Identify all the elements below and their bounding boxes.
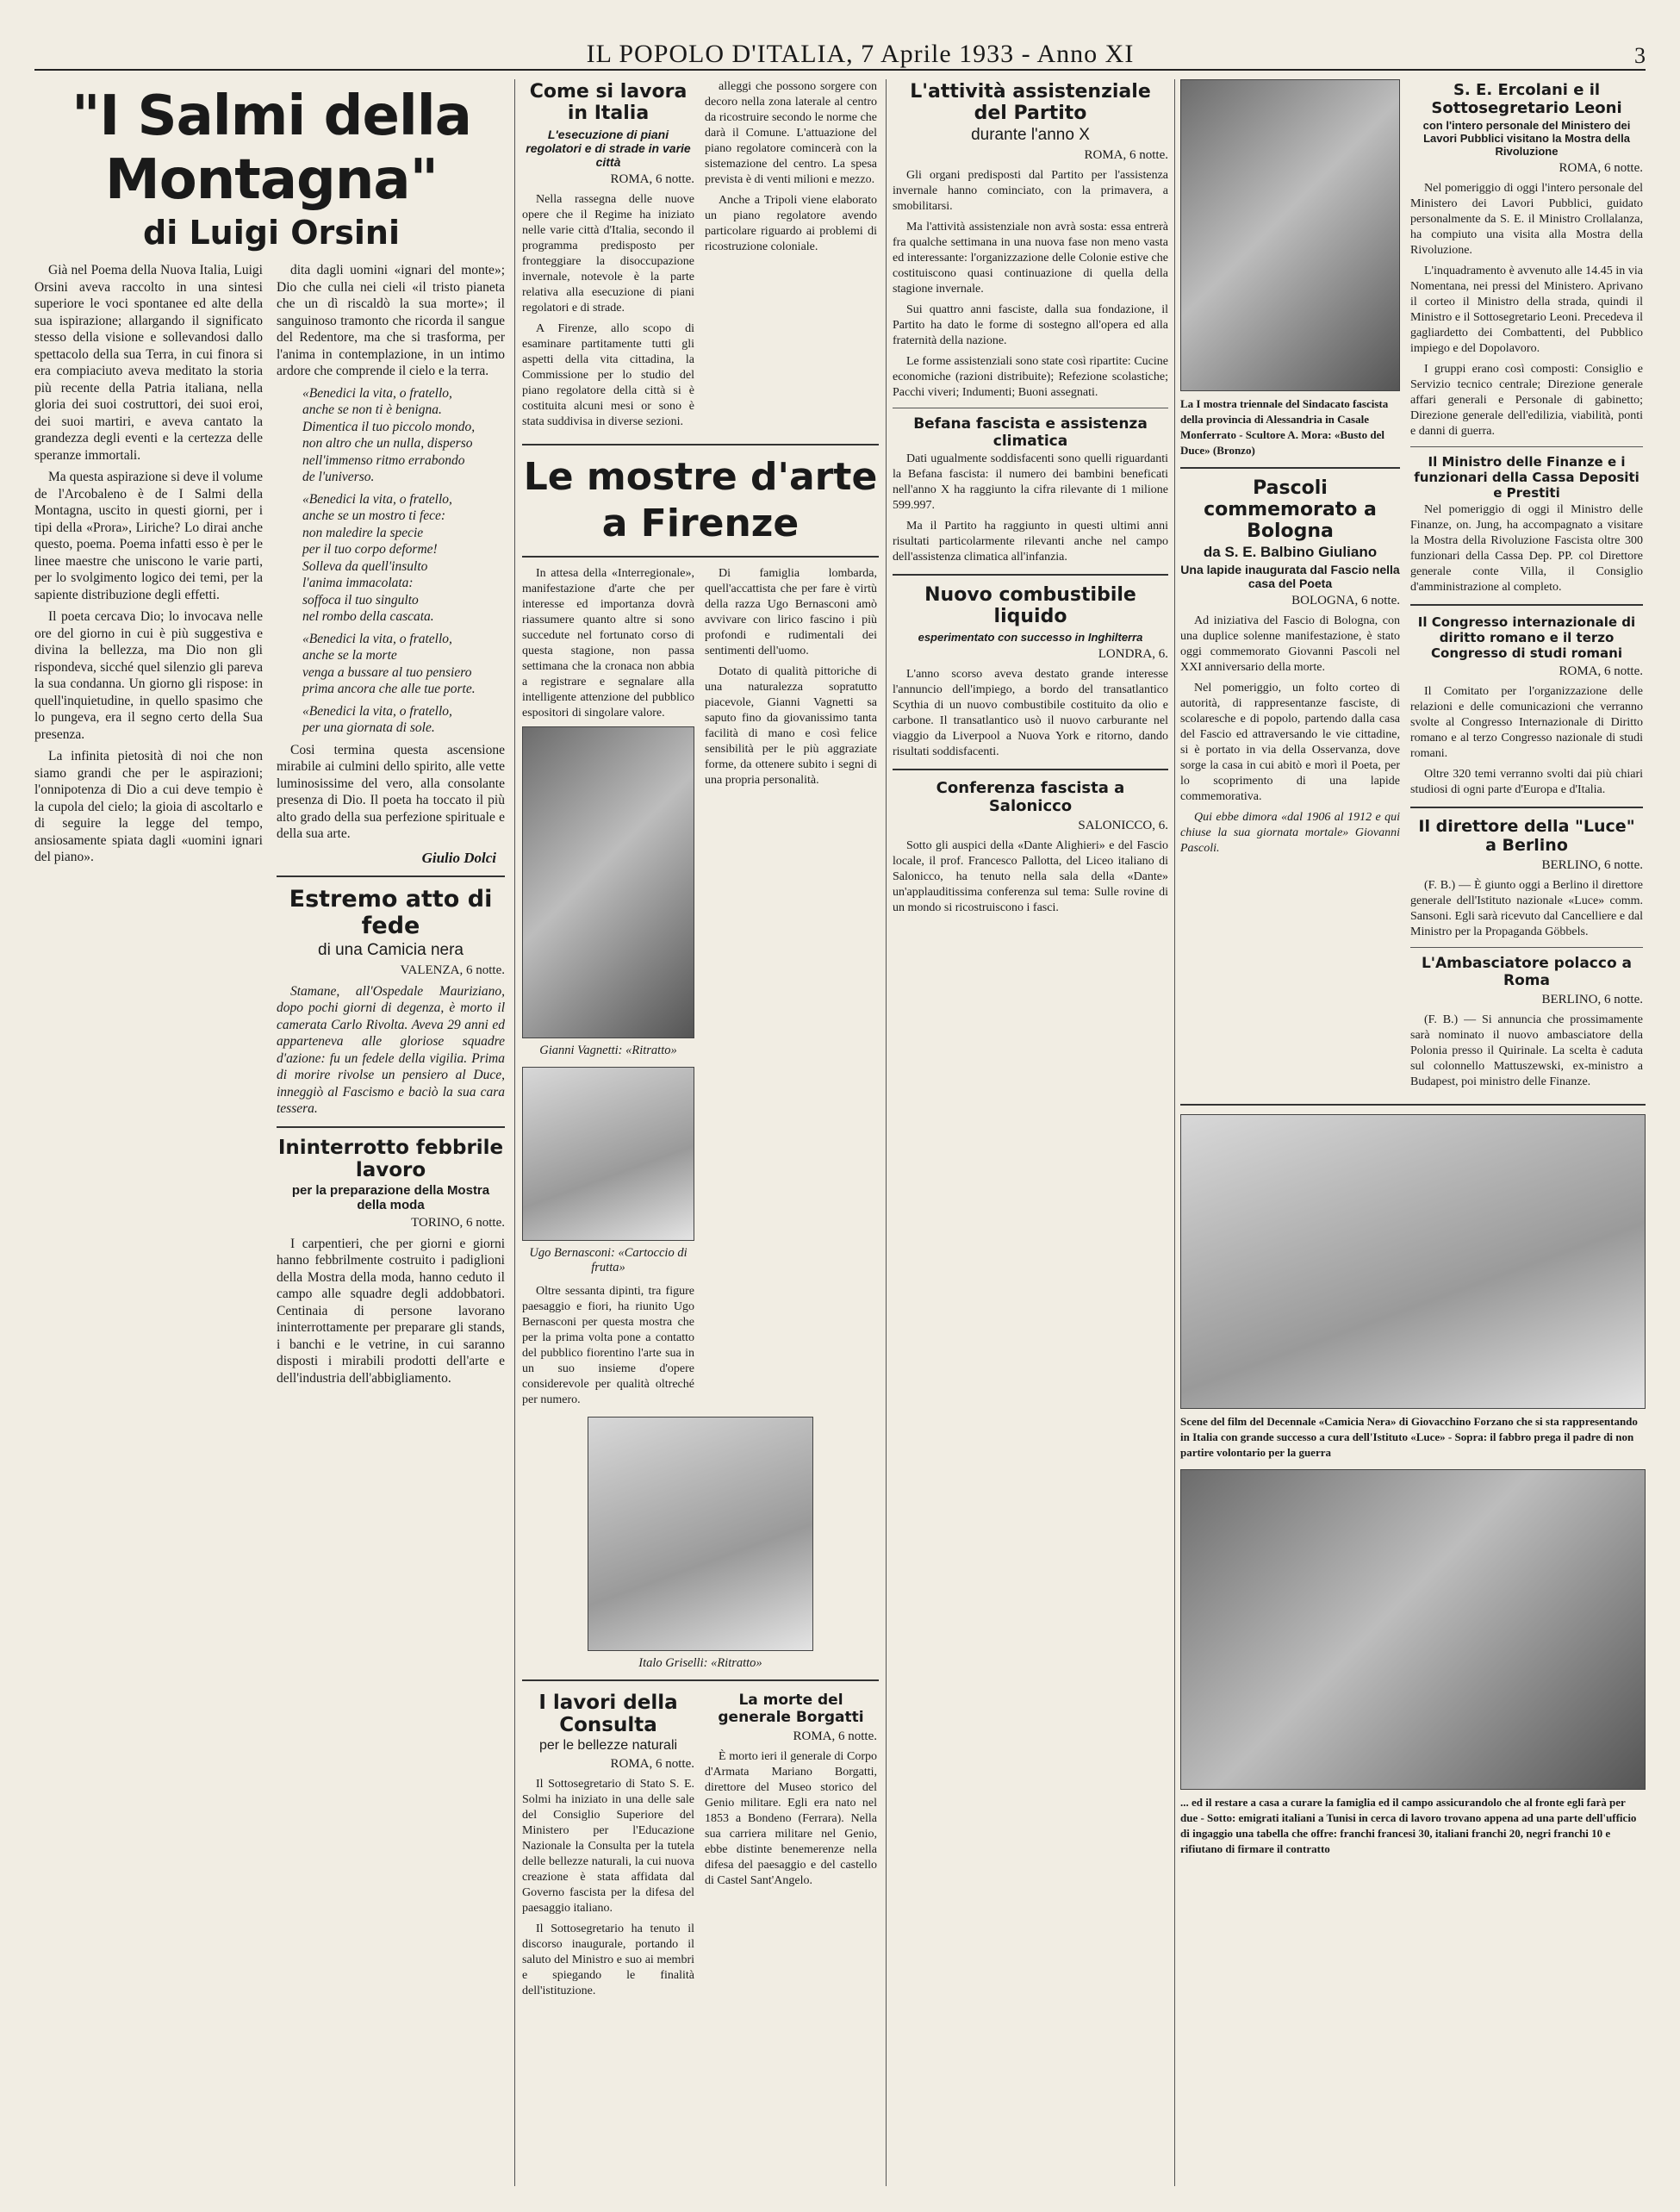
salmi-poem: «Benedici la vita, o fratello, anche se non ti è benigna. Dimentica il tuo piccolo mondo, non altro che un nulla, disperso nell'immenso ritmo errabondo de l'universo. — [302, 385, 476, 484]
attivita-text: Ma l'attività assistenziale non avrà sosta: essa entrerà fra qualche settimana in una nuova fase non meno vasta ed interessante: l'organizzazione delle Colonie estive che costituiscono quasi continuazione di quella della stagione invernale. — [893, 221, 1168, 296]
befana-text: Ma il Partito ha raggiunto in questi ultimi anni risultati particolarmente rilevanti anche nel campo dell'assistenza climatica all'infanzia. — [893, 520, 1168, 564]
attivita-column — [893, 79, 1168, 2186]
borgatti-title: La morte del generale Borgatti — [718, 1692, 864, 1726]
befana-article — [893, 415, 1168, 565]
bernasconi-caption: Ugo Bernasconi: «Cartoccio di frutta» — [529, 1246, 688, 1274]
congresso-title: Il Congresso internazionale di diritto romano e il terzo Congresso di studi romani — [1417, 614, 1636, 661]
ininterrotto-subtitle: per la preparazione della Mostra della moda — [291, 1182, 490, 1212]
mostre-text: In attesa della «Interregionale», manifestazione d'arte che per interesse ed importanza dovrà riassumere quanto altre si sono succedute nel fortunato corso di questa stagione, non passa settimana che la cronaca non abbia a registrare e segnalare alla intelligente attenzione del pubblico espositori di singolare valore. — [522, 567, 694, 720]
ercolani-title: S. E. Ercolani e il Sottosegretario Leoni — [1431, 81, 1622, 117]
ambasciatore-title: L'Ambasciatore polacco a Roma — [1421, 955, 1633, 989]
ininterrotto-article — [277, 1137, 505, 1387]
pascoli-title: Pascoli commemorato a Bologna — [1204, 477, 1377, 542]
estremo-subtitle: di una Camicia nera — [318, 940, 464, 959]
salmi-title: "I Salmi della Montagna" — [72, 84, 471, 212]
salmi-paragraph: La infinita pietosità di noi che non siamo grandi che per le aspirazioni; l'onnipotenza di Dio a cui deve tempio è la cupola del cielo; la gioia di ascoltarlo e di seguire la legge del tempo, ansiosamente spiata dagli «uomini ignari del piano». — [34, 749, 263, 864]
conferenza-title: Conferenza fascista a Salonicco — [936, 779, 1125, 815]
film-scene-photo-bottom — [1180, 1469, 1646, 1790]
mostre-col-left — [522, 566, 694, 1413]
film-scene-photo-top — [1180, 1114, 1646, 1409]
film-scene-caption-2: ... ed il restare a casa a curare la famiglia ed il campo assicurandolo che al fronte egli farà per due - Sotto: emigrati italiani a Tunisi in cerca di lavoro trovano appena ad una parte dell'ufficio di ingaggio una tabella che offre: franchi francesi 30, italiani franchi 20, negri franchi 10 e rifiutano di firmare il contratto — [1180, 1796, 1637, 1855]
salmi-poem: «Benedici la vita, o fratello, anche se un mostro ti fece: non maledire la specie per il tuo corpo deforme! Solleva da quell'insulto l'anima immacolata: soffoca il tuo singulto nel rombo della cascata. — [302, 491, 452, 624]
mostre-text: Dotato di qualità pittoriche di una naturalezza sopratutto piacevole, Gianni Vagnetti sa saputo fino da giovanissimo tanta facilità di mano e così felice sensibilità per le più aggraziate forme, da ottenere subito i segni di una propria personalità. — [705, 665, 877, 787]
congresso-text: Il Comitato per l'organizzazione delle relazioni e delle comunicazioni che verranno svolte al Congresso Internazionale di Diritto romano e al terzo Congresso nazionale di studi romani. — [1410, 685, 1643, 760]
finanze-title: Il Ministro delle Finanze e i funzionari della Cassa Depositi e Prestiti — [1414, 454, 1640, 501]
attivita-text: Sui quattro anni fasciste, dalla sua fondazione, il Partito ha dato le forme di sostegno all'opera ed alla fraternità della nazione. — [893, 303, 1168, 347]
right-block — [1180, 79, 1646, 2186]
mostre-title: Le mostre d'arte a Firenze — [523, 455, 878, 545]
estremo-title: Estremo atto di fede — [289, 885, 493, 939]
salmi-signature: Giulio Dolci — [421, 849, 496, 866]
ercolani-block — [1410, 79, 1643, 1095]
salmi-poem: «Benedici la vita, o fratello, anche se la morte venga a bussare al tuo pensiero prima ancora che alle tue porte. — [302, 631, 476, 696]
combustibile-article — [893, 584, 1168, 760]
masthead-title: IL POPOLO D'ITALIA, 7 Aprile 1933 - Anno XI — [586, 40, 1135, 68]
consulta-article — [522, 1690, 694, 2004]
masthead — [34, 19, 1646, 71]
mostre-text: Di famiglia lombarda, quell'accattista che per fare è virtù della razza Ugo Bernasconi amò avvivare con lirico fascino i più profondi e rudimentali dei sentimenti dell'uomo. — [705, 567, 877, 657]
pascoli-article — [1180, 477, 1400, 857]
pascoli-text: Nel pomeriggio, un folto corteo di autorità, di rappresentanze fasciste, di scolaresche e di popolo, partendo dalla casa del Fascio ed attraversando le vie cittadine, si è portato in via della Osservanza, dove sorge la casa in cui abitò e morì il Poeta, per lo scoprimento di una lapide commemorativa. — [1180, 682, 1400, 803]
middle-column — [522, 79, 879, 2186]
attivita-text: Gli organi predisposti dal Partito per l'assistenza invernale hanno cominciato, con la primavera, a smobilitarsi. — [893, 169, 1168, 213]
mostre-col-right — [705, 566, 877, 1413]
pascoli-subtitle: da S. E. Balbino Giuliano — [1203, 544, 1378, 560]
consulta-text: Il Sottosegretario ha tenuto il discorso inaugurale, portando il saluto del Ministro e suo ai membri e spiegando le finalità dell'istituzione. — [522, 1922, 694, 1997]
direttore-luce-text: (F. B.) — È giunto oggi a Berlino il direttore generale dell'Istituto nazionale «Luce» comm. Sansoni. Egli sarà ricevuto dal Cancelliere e dal Ministro per la Propaganda Göbbels. — [1410, 879, 1643, 938]
direttore-luce-title: Il direttore della "Luce" a Berlino — [1418, 817, 1635, 855]
column-rule — [1174, 79, 1175, 2186]
borgatti-text: È morto ieri il generale di Corpo d'Armata Mariano Borgatti, direttore del Museo storico del Genio militare. Egli era nato nel 1853 a Bondeno (Ferrara). Nella sua carriera militare nel Genio, ebbe distinte benemerenze nella difesa del paesaggio e del castello di Castel Sant'Angelo. — [705, 1750, 877, 1887]
finanze-text: Nel pomeriggio di oggi il Ministro delle Finanze, on. Jung, ha accompagnato a visitare la Mostra della Rivoluzione Fascista oltre 300 funzionari della Cassa Dep. PP. col Direttore generale conte Villa, il Consiglio d'amministrazione al completo. — [1410, 503, 1643, 594]
salmi-paragraph: Il poeta cercava Dio; lo invocava nelle ore del giorno in cui è più suggestiva e divina la bellezza, ma Dio non gli rispondeva, sicché quel silenzio gli pareva la sua condanna. Un giorno gli rispose: in quell'inquietudine, in quello spasimo che lo pungeva, era il segno certo della Sua presenza. — [34, 609, 263, 742]
ininterrotto-dateline: TORINO, 6 notte. — [411, 1215, 505, 1230]
alleggi-text: Anche a Tripoli viene elaborato un piano regolatore avendo particolare riguardo ai problemi di ricostruzione coloniale. — [705, 194, 877, 253]
duce-bust-photo — [1180, 79, 1400, 391]
salmi-article — [34, 79, 508, 2186]
duce-bust-caption: La I mostra triennale del Sindacato fascista della provincia di Alessandria in Casale Monferrato - Scultore A. Mora: «Busto del Duce» (Bronzo) — [1180, 397, 1389, 457]
pascoli-text: Qui ebbe dimora «dal 1906 al 1912 e qui chiuse la sua giornata mortale» Giovanni Pascoli. — [1180, 811, 1400, 855]
befana-title: Befana fascista e assistenza climatica — [913, 415, 1148, 450]
ercolani-text: Nel pomeriggio di oggi l'intero personale del Ministero dei Lavori Pubblici, guidato personalmente da S. E. il Ministro Crollalanza, ha compiuto una visita alla Mostra della Rivoluzione. — [1410, 182, 1643, 257]
ininterrotto-text: I carpentieri, che per giorni e giorni hanno febbrilmente costruito i padiglioni della Mostra della moda, hanno ceduto il campo alle squadre degli addobbatori. Centinaia di persone lavorano ininterrottamente per preparare gli stands, i banchi e le vetrine, in cui saranno disposti i mirabili prodotti dell'arte e dell'industria dell'abbigliamento. — [277, 1236, 505, 1386]
estremo-article — [277, 886, 505, 1118]
ercolani-subtitle: con l'intero personale del Ministero dei Lavori Pubblici visitano la Mostra della Rivoluzione — [1422, 119, 1631, 158]
ercolani-dateline: ROMA, 6 notte. — [1559, 161, 1643, 175]
salmi-paragraph: Già nel Poema della Nuova Italia, Luigi Orsini aveva raccolto in una sintesi superiore le voci spontanee ed alte della sua ispirazione; allargando il significato stesso della visione e sollevandosi dallo spettacolo della sua Terra, in cui finora si era compiaciuto aveva meditato la storia più recente della Patria italiana, nella gloria dei suoi costruttori, dei suoi eroi, dei suoi martiri, e aveva cantato la grandezza degli eventi e la certezza delle speranze immortali. — [34, 263, 263, 463]
come-si-lavora-text: Nella rassegna delle nuove opere che il Regime ha iniziato nelle varie città d'Italia, secondo il programma predisposto per fronteggiare la disoccupazione invernale, notevole è la parte relativa alla esecuzione di piani regolatori e di strade. — [522, 193, 694, 315]
combustibile-dateline: LONDRA, 6. — [1098, 647, 1168, 661]
mostre-text: Oltre sessanta dipinti, tra figure paesaggio e fiori, ha riunito Ugo Bernasconi per questa mostra che per la prima volta pone a contatto del pubblico fiorentino l'arte sua in un suo insieme d'opere considerevole per qualità oltreché per numero. — [522, 1285, 694, 1406]
duce-bust-block — [1180, 79, 1400, 1095]
conferenza-article — [893, 779, 1168, 916]
alleggi-text: alleggi che possono sorgere con decoro nella zona laterale al centro da ricostruire secondo le norme che darà il Comune. L'attuazione del piano regolatore comincerà con la sistemazione del centro. La spesa prevista è di venti milioni e mezzo. — [705, 80, 877, 186]
salmi-paragraph: Cosi termina questa ascensione mirabile ai culmini dello spirito, alle vette luminosissime del vero, alla consolante presenza di Dio. Il poeta ha toccato il più alto grado della sua perfezione spirituale e della sua arte. — [277, 742, 505, 841]
come-si-lavora-title: Come si lavora in Italia — [529, 81, 688, 124]
congresso-text: Oltre 320 temi verranno svolti dai più chiari studiosi di ogni parte d'Europa e d'Italia. — [1410, 768, 1643, 796]
conferenza-text: Sotto gli auspici della «Dante Alighieri» e del Fascio locale, il prof. Francesco Pallotta, del Liceo italiano di Salonicco, ha tenuto nella sala della «Dante» un'applauditissima conferenza sul tema: Sulle rovine di un mondo si ricostruiscono i fasci. — [893, 839, 1168, 914]
column-rule — [514, 79, 515, 2186]
borgatti-dateline: ROMA, 6 notte. — [793, 1729, 877, 1743]
estremo-dateline: VALENZA, 6 notte. — [400, 963, 505, 977]
bernasconi-still-life-photo — [522, 1067, 694, 1241]
direttore-luce-dateline: BERLINO, 6 notte. — [1541, 858, 1643, 872]
page-number: 3 — [1633, 43, 1646, 68]
alleggi-article — [705, 79, 877, 435]
ercolani-text: L'inquadramento è avvenuto alle 14.45 in via Nomentana, nei pressi del Ministero. Aprivano il corteo il Ministro della strada, quindi il Ministro e il Sottosegretario Leoni. Precedeva il gagliardetto dei Combattenti, del Pubblico impiego e del Dopolavoro. — [1410, 265, 1643, 355]
consulta-text: Il Sottosegretario di Stato S. E. Solmi ha iniziato in una delle sale del Consiglio Superiore del Ministero per l'Educazione Nazionale la Consulta per la tutela delle bellezze naturali, la cui nuova creazione è stata affidata dal Governo fascista per la difesa del paesaggio italiano. — [522, 1778, 694, 1915]
estremo-text: Stamane, all'Ospedale Mauriziano, dopo pochi giorni di degenza, è morto il camerata Carlo Rivolta. Aveva 29 anni ed apparteneva alle gloriose squadre d'azione: fu un fedele della vigilia. Prima di morire rivolse un pensiero al Duce, inneggiò al Fascismo e baciò la sua cara tessera. — [277, 983, 505, 1116]
ambasciatore-dateline: BERLINO, 6 notte. — [1541, 993, 1643, 1006]
combustibile-title: Nuovo combustibile liquido — [924, 584, 1136, 627]
attivita-subtitle: durante l'anno X — [971, 126, 1090, 144]
salmi-poem: «Benedici la vita, o fratello, per una giornata di sole. — [302, 703, 452, 735]
befana-text: Dati ugualmente soddisfacenti sono quelli riguardanti la Befana fascista: il numero dei bambini beneficati nell'anno X ha raggiunto la cifra rilevante di 1 milione 599.997. — [893, 452, 1168, 512]
griselli-caption: Italo Griselli: «Ritratto» — [638, 1656, 762, 1670]
attivita-title: L'attività assistenziale del Partito — [910, 81, 1151, 124]
pascoli-dateline: BOLOGNA, 6 notte. — [1291, 594, 1400, 608]
pascoli-subtitle2: Una lapide inaugurata dal Fascio nella casa del Poeta — [1180, 563, 1400, 590]
come-si-lavora-article — [522, 79, 694, 435]
consulta-subtitle: per le bellezze naturali — [538, 1738, 678, 1753]
attivita-text: Le forme assistenziali sono state così ripartite: Cucine economiche (razioni distribuite); Refezione scolastiche; Pacchi viveri; Indumenti; Buoni assegnati. — [893, 355, 1168, 399]
vagnetti-portrait-photo — [522, 726, 694, 1038]
combustibile-subtitle: esperimentato con successo in Inghilterra — [918, 631, 1143, 644]
attivita-dateline: ROMA, 6 notte. — [1084, 148, 1168, 162]
combustibile-text: L'anno scorso aveva destato grande interesse l'annuncio dell'impiego, a bordo del transatlantico Scythia di un nuovo combustibile costituito da olio e carbone. Il transatlantico usò il nuovo carburante nel viaggio da Liverpool a Nuova York e ritorno, dando risultati soddisfacenti. — [893, 668, 1168, 758]
come-si-lavora-text: A Firenze, allo scopo di esaminare partitamente tutti gli aspetti della vita cittadina, la Commissione per lo studio del piano regolatore della città si è costituita alcuni mesi or sono è stata suddivisa in diverse sezioni. — [522, 322, 694, 428]
conferenza-dateline: SALONICCO, 6. — [1078, 819, 1168, 832]
consulta-title: I lavori della Consulta — [538, 1692, 678, 1736]
congresso-dateline: ROMA, 6 notte. — [1559, 664, 1643, 678]
pascoli-text: Ad iniziativa del Fascio di Bologna, con una duplice solenne manifestazione, è stato oggi commemorato Giovanni Pascoli nel XXI anniversario della morte. — [1180, 614, 1400, 674]
vagnetti-caption: Gianni Vagnetti: «Ritratto» — [539, 1044, 677, 1057]
come-si-lavora-dateline: ROMA, 6 notte. — [610, 172, 694, 186]
salmi-col-right — [277, 262, 505, 1392]
ininterrotto-title: Ininterrotto febbrile lavoro — [277, 1136, 504, 1181]
column-rule — [886, 79, 887, 2186]
ambasciatore-text: (F. B.) — Si annuncia che prossimamente sarà nominato il nuovo ambasciatore della Polonia presso il Quirinale. La scelta è caduta sul colonnello Mattuszewski, ex-ministro a Budapest, poi ministro delle Finanze. — [1410, 1013, 1643, 1088]
salmi-subtitle: di Luigi Orsini — [143, 214, 400, 252]
ercolani-text: I gruppi erano così composti: Consiglio e Servizio tecnico centrale; Direzione generale affari generali e Personale di gabinetto; Direzione generale dell'edilizia, viabilità, ponti e danni di guerra. — [1410, 363, 1643, 438]
griselli-portrait-photo — [588, 1417, 813, 1651]
salmi-col-left — [34, 262, 263, 1392]
salmi-paragraph: Ma questa aspirazione si deve il volume de l'Arcobaleno è de I Salmi della Montagna, uscito in questi giorni, per i tipi della «Prora», Liriche? Lo dirai anche questo, poema. Poema infatti esso è per le linee maestre che uniscono le varie parti, per lo svolgimento logico dei temi, per la sapiente distribuzione degli effetti. — [34, 470, 263, 602]
film-scene-caption: Scene del film del Decennale «Camicia Nera» di Giovacchino Forzano che si sta rappresentando in Italia con grande successo a cura dell'Istituto «Luce» - Sopra: il fabbro prega il padre di non partire volontario per la guerra — [1180, 1415, 1638, 1459]
consulta-dateline: ROMA, 6 notte. — [610, 1757, 694, 1771]
salmi-paragraph: dita dagli uomini «ignari del monte»; Dio che culla nei cieli «il tristo pianeta che un dì riscaldò la sua morte»; il sanguinoso tramonto che ricorda il sangue del Redentore, ma che si trasforma, per l'anima in contemplazione, in un intimo ardore che comprende il cielo e la terra. — [277, 263, 505, 378]
borgatti-article — [705, 1690, 877, 2004]
come-si-lavora-subtitle: L'esecuzione di piani regolatori e di strade in varie città — [526, 128, 691, 169]
